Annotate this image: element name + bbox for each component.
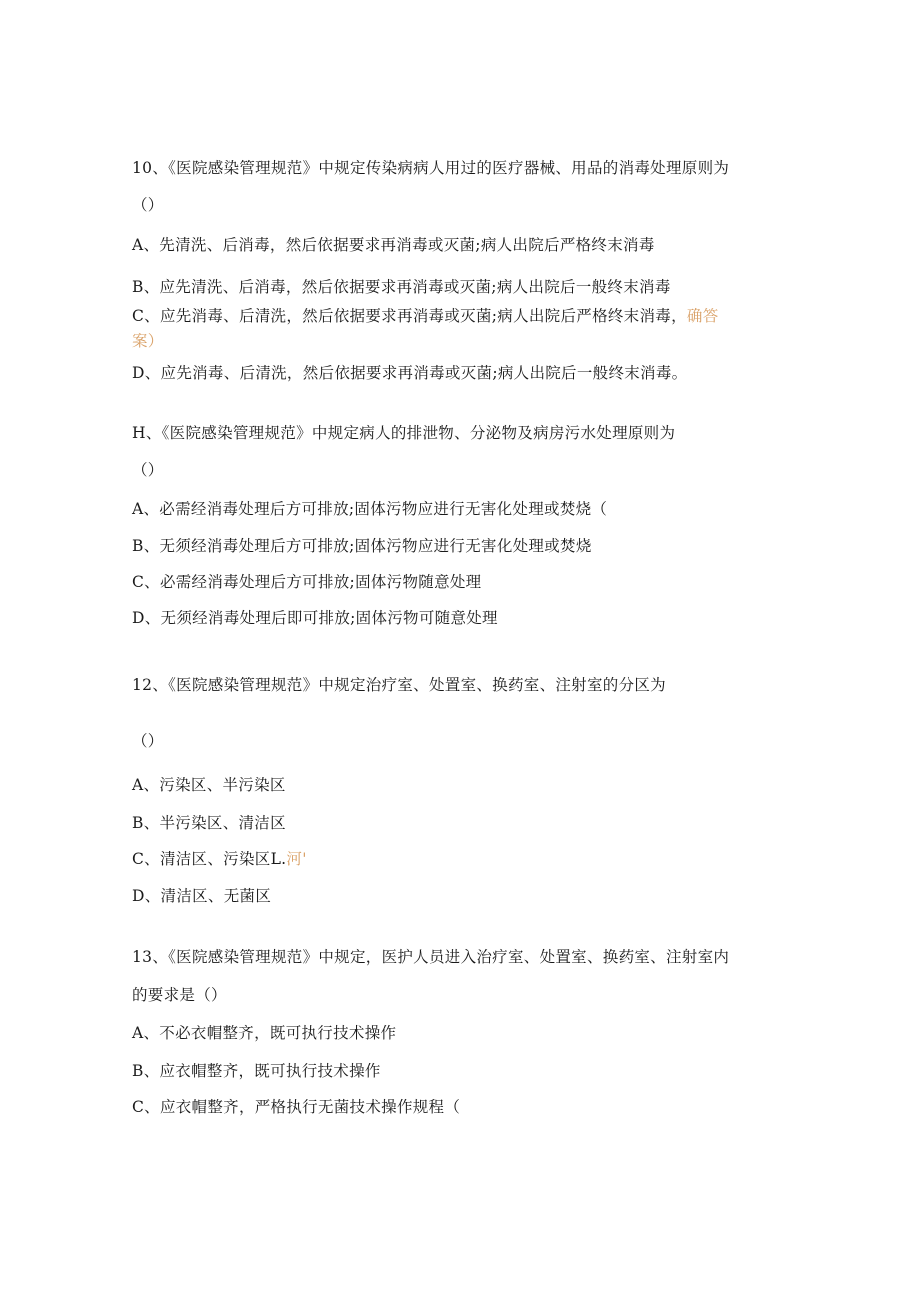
question-10-option-b: B、应先清洗、后消毒，然后依据要求再消毒或灭菌;病人出院后一般终末消毒 xyxy=(132,278,671,296)
question-12-option-c xyxy=(132,848,307,870)
question-12-paren: （） xyxy=(132,732,164,750)
question-12-option-c-text: C、清洁区、污染区 xyxy=(132,850,271,868)
question-13-option-a: A、不必衣帽整齐，既可执行技术操作 xyxy=(132,1024,397,1042)
question-11-option-a: A、必需经消毒处理后方可排放;固体污物应进行无害化处理或焚烧（ xyxy=(132,500,608,518)
question-11-stem: H、《医院感染管理规范》中规定病人的排泄物、分泌物及病房污水处理原则为 xyxy=(132,424,676,442)
question-10-option-c-text: C、应先消毒、后清洗，然后依据要求再消毒或灭菌;病人出院后严格终末消毒， xyxy=(132,307,687,325)
question-10-option-c-continuation: 案） xyxy=(132,332,164,350)
question-10-paren: （） xyxy=(132,196,164,214)
question-13-option-b: B、应衣帽整齐，既可执行技术操作 xyxy=(132,1062,381,1080)
question-13-stem-continuation: 的要求是（） xyxy=(132,986,227,1004)
answer-hint: 河' xyxy=(286,850,307,868)
question-12-option-a: A、污染区、半污染区 xyxy=(132,776,286,794)
question-13-option-c: C、应衣帽整齐，严格执行无菌技术操作规程（ xyxy=(132,1098,461,1116)
question-11-option-c: C、必需经消毒处理后方可排放;固体污物随意处理 xyxy=(132,573,482,591)
question-11-option-d: D、无须经消毒处理后即可排放;固体污物可随意处理 xyxy=(132,609,498,627)
question-13-stem: 13、《医院感染管理规范》中规定，医护人员进入治疗室、处置室、换药室、注射室内 xyxy=(132,948,730,966)
question-10-option-c xyxy=(132,305,719,327)
question-12-option-c-suffix: L. xyxy=(270,850,287,868)
question-10-option-a: A、先清洗、后消毒，然后依据要求再消毒或灭菌;病人出院后严格终末消毒 xyxy=(132,236,655,254)
question-12-option-d: D、清洁区、无菌区 xyxy=(132,887,272,905)
question-10-option-d: D、应先消毒、后清洗，然后依据要求再消毒或灭菌;病人出院后一般终末消毒。 xyxy=(132,364,688,382)
question-11-option-b: B、无须经消毒处理后方可排放;固体污物应进行无害化处理或焚烧 xyxy=(132,537,592,555)
answer-hint: 确答 xyxy=(686,307,719,325)
question-12-option-b: B、半污染区、清洁区 xyxy=(132,814,286,832)
question-11-paren: （） xyxy=(132,461,164,479)
question-10-stem: 10、《医院感染管理规范》中规定传染病病人用过的医疗器械、用品的消毒处理原则为 xyxy=(132,159,730,177)
question-12-stem: 12、《医院感染管理规范》中规定治疗室、处置室、换药室、注射室的分区为 xyxy=(132,676,666,694)
